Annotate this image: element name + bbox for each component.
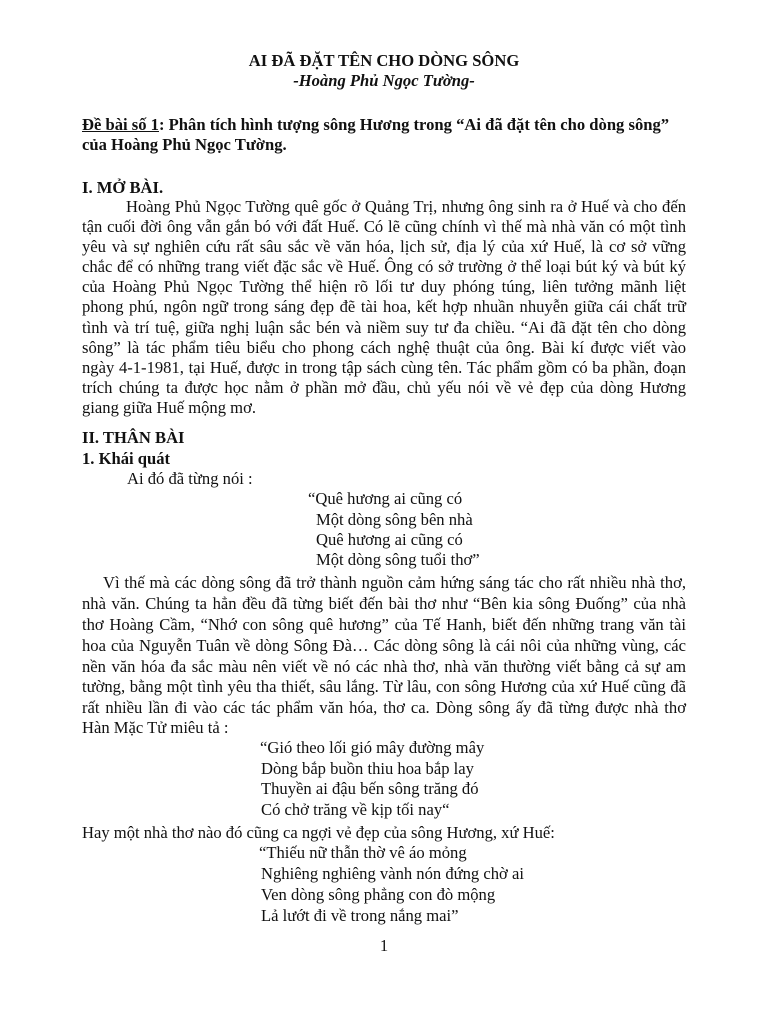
intro-line: phong phú, ngôn ngữ trong sáng đẹp đẽ tài hoa, kết hợp nhuần nhuyễn giữa cái chất trữ <box>82 297 686 316</box>
intro-line: của Hoàng Phủ Ngọc Tường thể hiện rõ lối tư duy phóng túng, liên tưởng mãnh liệt <box>82 277 686 296</box>
poem1-line: “Quê hương ai cũng có <box>308 489 463 508</box>
body-line: nền văn hóa đa sắc màu nên viết về nó các nhà thơ, nhà văn thường viết bằng cả sự am <box>82 657 686 676</box>
transition-line: Hay một nhà thơ nào đó cũng ca ngợi vẻ đẹp của sông Hương, xứ Huế: <box>82 823 555 842</box>
section1-heading: I. MỞ BÀI. <box>82 178 164 197</box>
poem3-line: Nghiêng nghiêng vành nón đứng chờ ai <box>261 864 524 883</box>
intro-line: chắc để có những trang viết đặc sắc về Huế. Ông có sở trường ở thể loại bút ký và bút ký <box>82 257 686 276</box>
intro-line: tận cuối đời ông vẫn gắn bó với đất Huế. Có lẽ cũng chính vì thế mà nhà văn có một tình <box>82 217 686 236</box>
document-title: AI ĐÃ ĐẶT TÊN CHO DÒNG SÔNG <box>248 51 520 70</box>
poem3-line: Ven dòng sông phẳng con đò mộng <box>261 885 496 904</box>
assignment-label: Đề bài số 1 <box>82 115 159 134</box>
poem1-line: Một dòng sông bên nhà <box>316 510 473 529</box>
poem3-line: “Thiếu nữ thẫn thờ vê áo mỏng <box>259 843 467 862</box>
body-line: rất nhiều lần đi vào các tác phẩm văn hóa, thơ ca. Dòng sông ấy đã từng được nhà thơ <box>82 698 686 717</box>
assignment-line-1 <box>82 115 686 135</box>
poem1-line: Quê hương ai cũng có <box>316 530 463 549</box>
intro-line: sông” là tác phẩm tiêu biểu cho phong cách nghệ thuật của ông. Bài kí được viết vào <box>82 338 686 357</box>
body-line: Hàn Mặc Tử miêu tả : <box>82 718 229 737</box>
assignment-text-1: : Phân tích hình tượng sông Hương trong “Ai đã đặt tên cho dòng sông” <box>158 115 670 134</box>
body-line: hoa của Nguyễn Tuân về dòng Sông Đà… Các dòng sông là cái nôi của những vùng, các <box>82 636 686 655</box>
page-number: 1 <box>379 936 389 955</box>
intro-line: tình và trí tuệ, giữa nghị luận sắc bén và niềm suy tư đa chiều. “Ai đã đặt tên cho dòng <box>82 318 686 337</box>
intro-line: yêu và sự nghiên cứu rất sâu sắc về văn hóa, lịch sử, địa lý của xứ Huế, là cơ sở vững <box>82 237 686 256</box>
poem2-line: Có chở trăng về kịp tối nay“ <box>261 800 450 819</box>
saying-intro: Ai đó đã từng nói : <box>127 469 253 488</box>
intro-line: giang giữa Huế mộng mơ. <box>82 398 256 417</box>
intro-line: trích chúng ta được học nằm ở phần mở đầu, chủ yếu nói về vẻ đẹp của dòng Hương <box>82 378 686 397</box>
body-line: thơ Hoàng Cầm, “Nhớ con sông quê hương” của Tế Hanh, biết đến những trang văn tài <box>82 615 686 634</box>
intro-line: Hoàng Phủ Ngọc Tường quê gốc ở Quảng Trị, nhưng ông sinh ra ở Huế và cho đến <box>126 197 686 216</box>
body-line: Vì thế mà các dòng sông đã trở thành nguồn cảm hứng sáng tác cho rất nhiều nhà thơ, <box>103 573 686 592</box>
poem2-line: “Gió theo lối gió mây đường mây <box>260 738 485 757</box>
poem3-line: Lả lướt đi về trong nắng mai” <box>261 906 459 925</box>
assignment-line-2: của Hoàng Phủ Ngọc Tường. <box>82 135 287 154</box>
body-line: tường, bằng một tình yêu tha thiết, sâu lắng. Từ lâu, con sông Hương của xứ Huế cũng đã <box>82 677 686 696</box>
subsection1-heading: 1. Khái quát <box>82 449 171 468</box>
poem1-line: Một dòng sông tuổi thơ” <box>316 550 480 569</box>
poem2-line: Dòng bắp buồn thiu hoa bắp lay <box>261 759 474 778</box>
body-line: nhà văn. Chúng ta hẳn đều đã từng biết đến bài thơ như “Bên kia sông Đuống” của nhà <box>82 594 686 613</box>
section2-heading: II. THÂN BÀI <box>82 428 185 447</box>
poem2-line: Thuyền ai đậu bến sông trăng đó <box>261 779 479 798</box>
document-author: -Hoàng Phủ Ngọc Tường- <box>293 71 475 90</box>
intro-line: ngày 4-1-1981, tại Huế, được in trong tập sách cùng tên. Tác phẩm gồm có ba phần, đoạn <box>82 358 686 377</box>
